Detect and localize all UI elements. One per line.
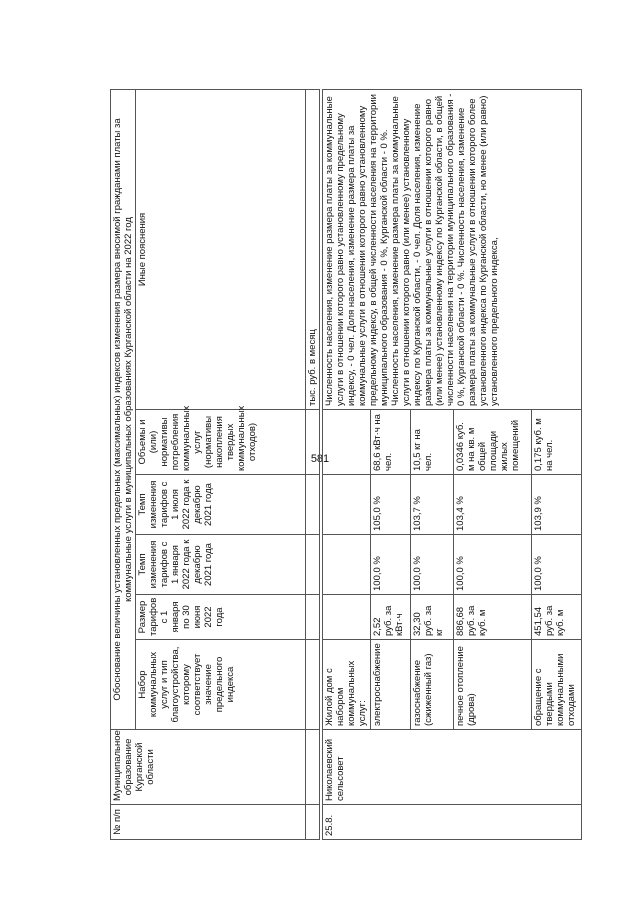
row-municipality: Николаевский сельсовет [323, 730, 582, 805]
service-tariff: 451,54 руб. за куб. м [532, 595, 582, 640]
header-justification: Обоснование величины установленных предельных (максимальных) индексов изменения размера вносимой гражданами платы за коммунальные услуги в муниципальных образованиях Курганской области на 2022 год [111, 89, 136, 729]
header-num: № п/п [111, 805, 306, 840]
header-table [110, 89, 320, 840]
service-rate-jan: 100,0 % [371, 535, 411, 595]
service-name: электроснабжение [371, 640, 411, 730]
header-rate-jul: Темп изменения тарифов с 1 июля 2022 года к декабрю 2021 года [136, 475, 306, 535]
table-row [323, 90, 371, 840]
data-table [322, 89, 582, 840]
service-rate-jul: 105,0 % [371, 475, 411, 535]
header-tariff: Размер тарифов с 1 января по 30 июня 2022 года [136, 595, 306, 640]
header-notes: Иные пояснения [136, 89, 306, 409]
page-number: 581 [310, 453, 330, 465]
unit-note: тыс. руб. в месяц [306, 89, 320, 409]
service-volume: 0,0346 куб. м на кв. м общей площади жилых помещений [454, 410, 532, 475]
service-volume: 68,6 кВт·ч на чел. [371, 410, 411, 475]
service-rate-jan: 100,0 % [532, 535, 582, 595]
service-volume: 10,5 кг на чел. [411, 410, 454, 475]
service-tariff: 32,30 руб. за кг [411, 595, 454, 640]
header-volumes: Объемы и (или) нормативы потребления коммунальных услуг (нормативы накопления твердых коммунальных отходов) [136, 410, 306, 475]
header-rate-jan: Темп изменения тарифов с 1 января 2022 года к декабрю 2021 года [136, 535, 306, 595]
service-rate-jul: 103,4 % [454, 475, 532, 535]
service-rate-jul: 103,7 % [411, 475, 454, 535]
row-num: 25.8. [323, 805, 582, 840]
row-notes: Численность населения, изменение размера платы за коммунальные услуги в отношении которого равно установленному предельному индексу, - 0 чел. Доля населения, изменение размера платы за коммунальные услуги в отношении которого равно установленному предельному индексу, в общей численности населения на территории муниципального образования - 0 %, Курганской области - 0 %. Численность населения, изменение размера платы за коммунальные услуги в отношении которого равно (или менее) установленному индексу по Курганской области, - 0 чел. Доля населения, изменение размера платы за коммунальные услуги в отношении которого равно (или менее) установленному индексу по Курганской области, в общей численности населения на территории муниципального образования - 0 %, Курганской области - 0 %. Численность населения, изменение размера платы за коммунальные услуги в отношении которого более установленного индекса по Курганской области, но менее (или равно) установленного предельного индекса, [323, 90, 582, 410]
header-services-set: Набор коммунальных услуг и тип благоустройства, которому соответствует значение предельного индекса [136, 640, 306, 730]
row-housing: Жилой дом с набором коммунальных услуг: [323, 640, 371, 730]
service-name: обращение с твердыми коммунальными отходами [532, 640, 582, 730]
service-rate-jul: 103,9 % [532, 475, 582, 535]
service-name: газоснабжение (сжиженный газ) [411, 640, 454, 730]
service-rate-jan: 100,0 % [454, 535, 532, 595]
service-tariff: 886,68 руб. за куб. м [454, 595, 532, 640]
service-tariff: 2,52 руб. за кВт·ч [371, 595, 411, 640]
service-volume: 0,175 куб. м на чел. [532, 410, 582, 475]
service-rate-jan: 100,0 % [411, 535, 454, 595]
header-municipality: Муниципальное образование Курганской области [111, 730, 306, 805]
service-name: печное отопление (дрова) [454, 640, 532, 730]
